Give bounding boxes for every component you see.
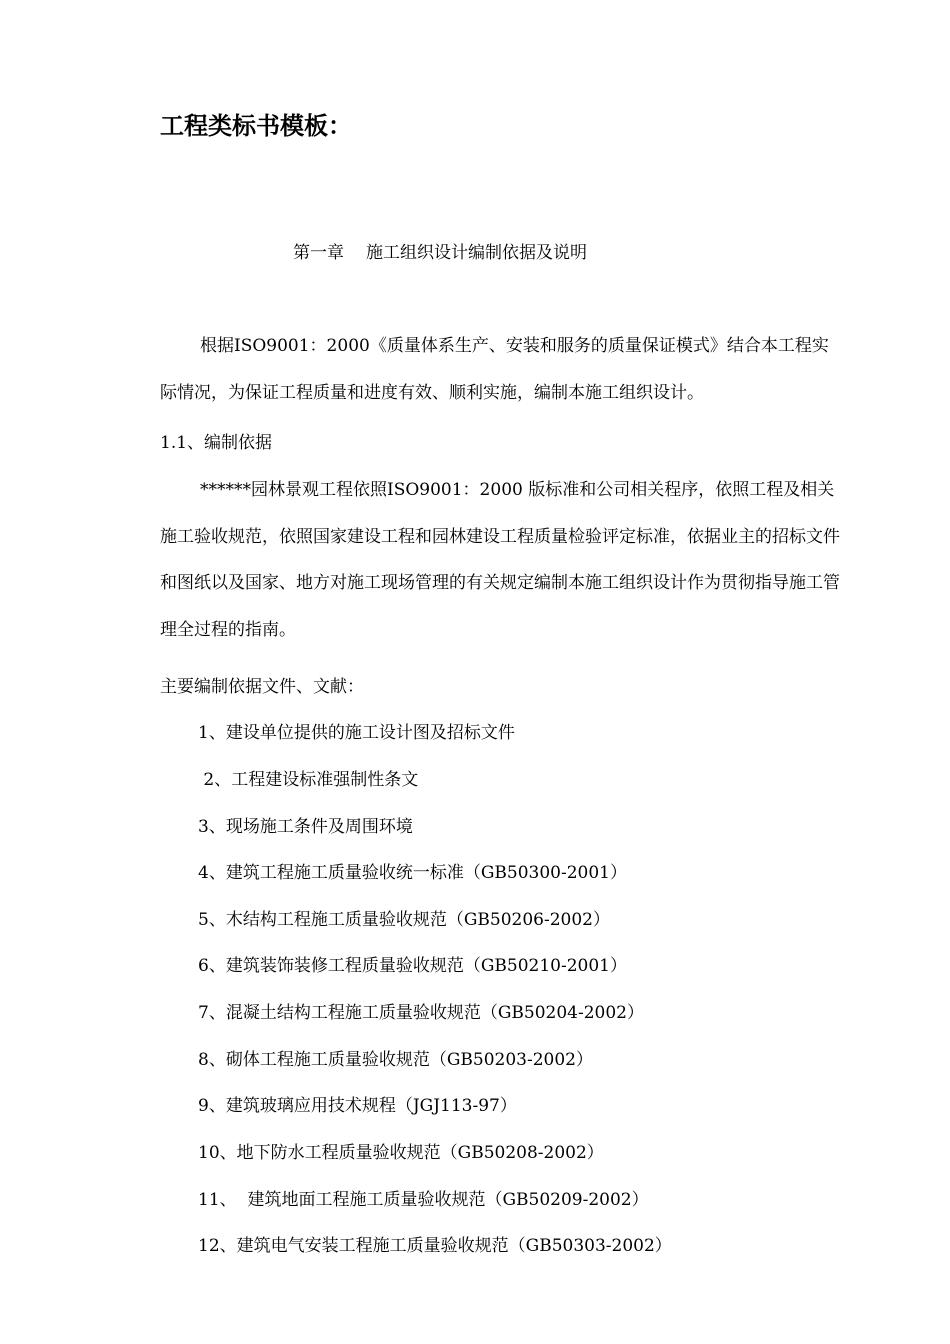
reference-item: 1、建设单位提供的施工设计图及招标文件 — [198, 723, 515, 743]
chapter-number: 第一章 — [293, 243, 344, 263]
reference-item: 5、木结构工程施工质量验收规范（GB50206-2002） — [198, 910, 610, 930]
reference-item: 8、砌体工程施工质量验收规范（GB50203-2002） — [198, 1050, 593, 1070]
reference-item: 4、建筑工程施工质量验收统一标准（GB50300-2001） — [198, 863, 627, 883]
intro-paragraph: 根据ISO9001：2000《质量体系生产、安装和服务的质量保证模式》结合本工程实际情况，为保证工程质量和进度有效、顺利实施，编制本施工组织设计。 — [160, 336, 829, 403]
chapter-name: 施工组织设计编制依据及说明 — [366, 243, 587, 263]
section-heading: 1.1、编制依据 — [160, 433, 273, 453]
reference-item: 3、现场施工条件及周围环境 — [198, 817, 413, 837]
reference-item: 10、地下防水工程质量验收规范（GB50208-2002） — [198, 1143, 604, 1163]
reference-item: 6、建筑装饰装修工程质量验收规范（GB50210-2001） — [198, 956, 627, 976]
document-title: 工程类标书模板： — [160, 112, 352, 140]
basis-paragraph: ******园林景观工程依照ISO9001：2000 版标准和公司相关程序，依照工程及相关施工验收规范，依照国家建设工程和园林建设工程质量检验评定标准，依据业主的招标文件和图纸以及国家、地方对施工现场管理的有关规定编制本施工组织设计作为贯彻指导施工管理全过程的指南。 — [160, 480, 840, 640]
reference-item: 11、 建筑地面工程施工质量验收规范（GB50209-2002） — [198, 1190, 649, 1210]
reference-item: 7、混凝土结构工程施工质量验收规范（GB50204-2002） — [198, 1003, 644, 1023]
reference-item: 2、工程建设标准强制性条文 — [198, 770, 419, 790]
list-heading: 主要编制依据文件、文献： — [160, 677, 364, 697]
chapter-heading — [293, 238, 587, 268]
reference-item: 12、建筑电气安装工程施工质量验收规范（GB50303-2002） — [198, 1236, 672, 1256]
reference-item: 9、建筑玻璃应用技术规程（JGJ113-97） — [198, 1096, 517, 1116]
